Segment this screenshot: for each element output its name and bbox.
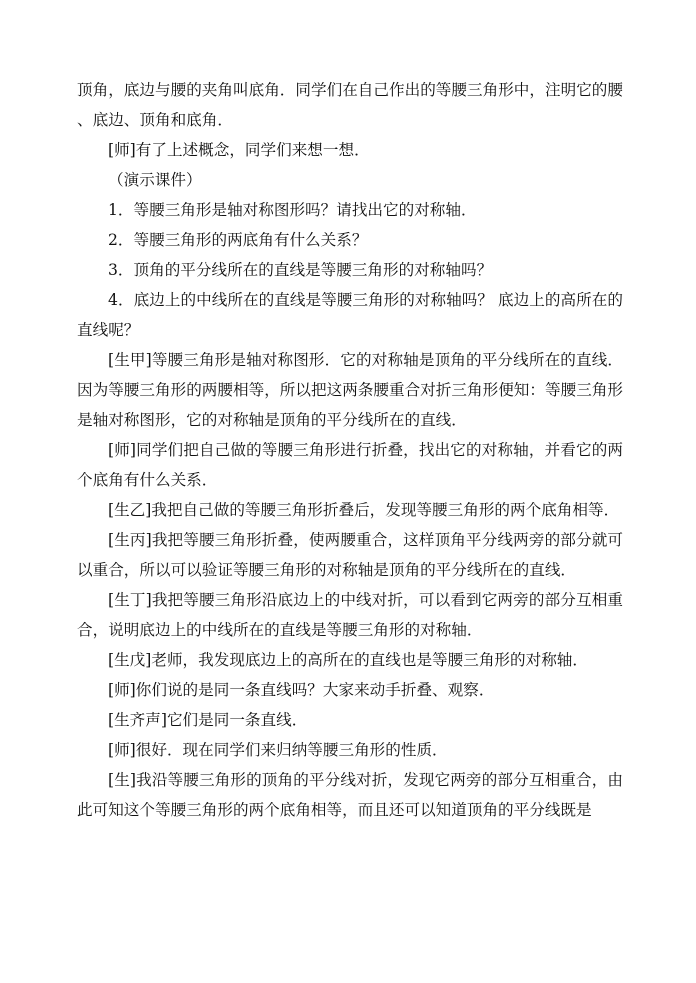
paragraph-teacher-summary: [师]很好．现在同学们来归纳等腰三角形的性质． [108,741,448,759]
paragraph-teacher-same-line: [师]你们说的是同一条直线吗？大家来动手折叠、观察． [108,681,495,699]
paragraph-student-conclusion: [生]我沿等腰三角形的顶角的平分线对折，发现它两旁的部分互相重合，由此可知这个等腰三角形的两个底角相等，而且还可以知道顶角的平分线既是 [77,771,623,819]
paragraph-student-bing: [生丙]我把等腰三角形折叠，使两腰重合，这样顶角平分线两旁的部分就可以重合，所以可以验证等腰三角形的对称轴是顶角的平分线所在的直线． [77,531,623,579]
paragraph-students-chorus: [生齐声]它们是同一条直线． [108,711,308,729]
paragraph-student-wu: [生戊]老师，我发现底边上的高所在的直线也是等腰三角形的对称轴． [108,651,588,669]
question-1: 1．等腰三角形是轴对称图形吗？请找出它的对称轴． [108,201,477,219]
paragraph-student-yi: [生乙]我把自己做的等腰三角形折叠后，发现等腰三角形的两个底角相等． [108,501,620,519]
question-4: 4．底边上的中线所在的直线是等腰三角形的对称轴吗？ 底边上的高所在的直线呢？ [77,291,623,339]
paragraph-2: [师]有了上述概念，同学们来想一想． [108,141,370,159]
paragraph-teacher-fold: [师]同学们把自己做的等腰三角形进行折叠，找出它的对称轴，并看它的两个底角有什么关系． [77,441,623,489]
question-3: 3．顶角的平分线所在的直线是等腰三角形的对称轴吗？ [108,261,493,279]
paragraph-student-jia: [生甲]等腰三角形是轴对称图形．它的对称轴是顶角的平分线所在的直线．因为等腰三角形的两腰相等，所以把这两条腰重合对折三角形便知：等腰三角形是轴对称图形，它的对称轴是顶角的平分线所在的直线． [77,351,623,429]
paragraph-1: 顶角，底边与腰的夹角叫底角．同学们在自己作出的等腰三角形中，注明它的腰、底边、顶角和底角． [77,81,623,129]
question-2: 2．等腰三角形的两底角有什么关系？ [108,231,368,249]
paragraph-3: （演示课件） [108,171,202,189]
paragraph-student-ding: [生丁]我把等腰三角形沿底边上的中线对折，可以看到它两旁的部分互相重合，说明底边上的中线所在的直线是等腰三角形的对称轴． [77,591,623,639]
document-body [77,75,623,825]
